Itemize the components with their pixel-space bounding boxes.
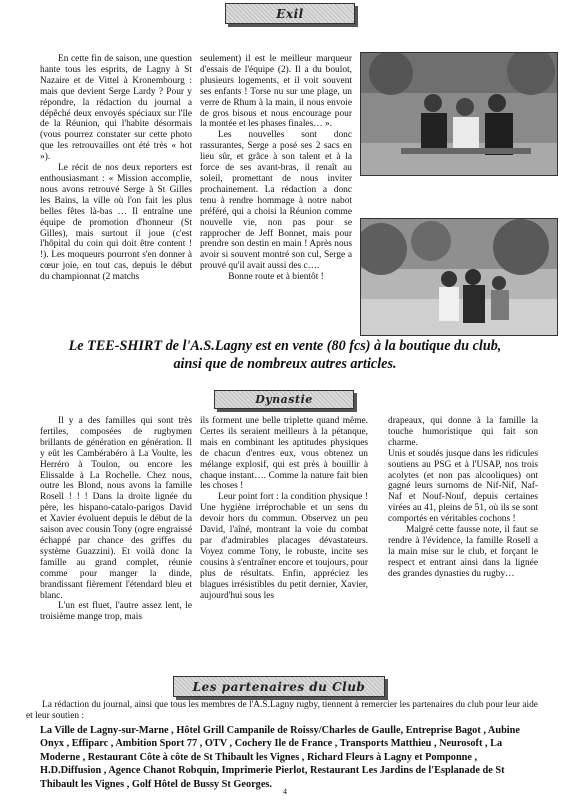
tee-shirt-ad-line-2: ainsi que de nombreux autres articles. (173, 356, 397, 372)
partenaires-intro: La rédaction du journal, ainsi que tous les membres de l'A.S.Lagny rugby, tiennent à remercier les partenaires du club pour leur aide et leur soutien : (26, 700, 538, 721)
dynastie-paragraph: Unis et soudés jusque dans les ridicules soutiens au PSG et à l'USAP, nos trois acolytes (et non pas alcooliques) ont gagné leurs surnoms de Nif-Nif, Naf-Naf et Nouf-Nouf, depuis certaines virées au 41, pleins de 51, où ils se sont comportés en véritables cochons ! (388, 448, 538, 525)
tee-shirt-ad-line-1: Le TEE-SHIRT de l'A.S.Lagny est en vente (80 fcs) à la boutique du club, (68, 338, 502, 354)
dynastie-paragraph: Leur point fort : la condition physique ! Une hygiène irréprochable et un sens du devoir hors du commun. Observez un peu David, l'aîné, montrant la voie du combat par d'admirables placages dévastateurs. Voyez comme Tony, le robuste, incite ses cousins à s'entraîner encore et toujours, pour plus de résultats. Enfin, appréciez les blagues irrésistibles du petit dernier, Xavier, aujourd'hui sous les (200, 492, 368, 601)
reunion-beach-photo (360, 52, 558, 176)
partenaires-list: La Ville de Lagny-sur-Marne , Hôtel Grill Campanile de Roissy/Charles de Gaulle, Entreprise Bagot , Aubine Onyx , Effiparc , Ambition Sport 77 , OTV , Cochery Ile de France , Transports Matthieu , Neurosoft , La Moderne , Restaurant Côte à côte de St Thibault les Vignes , Richard Fleurs à Lagny et Pomponne , H.D.Diffusion , Agence Chanot Robquin, Imprimerie Pierlot, Restaurant Les Jardins de l'Esplanade de St Thibault les Vignes , Golf Hôtel de Bussy St Georges. (40, 725, 520, 790)
exil-column-1 (40, 54, 192, 304)
partenaires-banner (173, 676, 385, 697)
exil-paragraph: En cette fin de saison, une question hante tous les esprits, de Lagny à St Nazaire et de Vittel à Kronembourg : mais que devient Serge Lardy ? Pour y répondre, la rédaction du journal a dépêché deux envoyés spéciaux sur l'île de la Réunion, qui l'habite désormais (vous pourrez constater sur cette photo que les retrouvailles ont été très « hot »). (40, 54, 192, 163)
exil-paragraph: Le récit de nos deux reporters est enthousiasmant : « Mission accomplie, nous avons retrouvé Serge à St Gilles les Bains, la ville où l'on fait les plus belles fêtes là-bas … Il entraîne une équipe de promotion d'honneur (St Gilles), mais surtout il joue (c'est l'hôpital du coin qui doit être content ! !). Les moqueurs pourront s'en donner à cœur joie, en tout cas, depuis le début du championnat (2 matchs (40, 163, 192, 283)
exil-paragraph: seulement) il est le meilleur marqueur d'essais de l'équipe (2). Il a du boulot, plusieurs logements, et il voit souvent ses enfants ! Torse nu sur une plage, un verre de Rhum à la main, il nous envoie de gros bisous et nous encourage pour la montée et les phases finales… ». (200, 54, 352, 130)
reunion-street-photo (360, 218, 558, 336)
exil-closing: Bonne route et à bientôt ! (228, 272, 324, 283)
exil-paragraph: Les nouvelles sont donc rassurantes, Serge a posé ses 2 sacs en lieu sûr, et grâce à son talent et à la force de ses avant-bras, il renaît au soleil, promettant de nous inviter prochainement. La rédaction a donc tenu à rendre hommage à notre nabot préféré, qui a choisi la Réunion comme nouvelle vie, non pas pour se rapprocher de Jeff Bonnet, mais pour prendre son destin en main ! Après nous avoir si souvent montré son cul, Serge a prouvé qu'il avait aussi des c…. (200, 130, 352, 272)
page-number: 4 (283, 787, 287, 796)
dynastie-title: Dynastie (255, 393, 313, 406)
dynastie-paragraph: Malgré cette fausse note, il faut se rendre à l'évidence, la famille Rosell a la main mise sur le club, et forçant le respect et entrant ainsi dans la lignée des grandes dynasties du rugby… (388, 525, 538, 579)
dynastie-paragraph: Il y a des familles qui sont très fertiles, composées de rugbymen brillants de génération en génération. Il y eût les Cambérabéro à La Voulte, les Herréro à Toulon, ou encore les Elissalde à La Rochelle. Chez nous, outre les Blond, nous avons la famille Rosell ! ! ! Dans la droite lignée du père, les hispano-catalo-parigos David et Xavier évoluent depuis le début de la saison avec cousin Tony (ogre engraissé échappé par chance des griffes du système Guazzini). Et voilà donc la famille au grand complet, réunie comme pour manger la dinde, brandissant fièrement l'étendard bleu et blanc. (40, 416, 192, 601)
exil-column-2 (200, 54, 352, 324)
dynastie-column-3 (388, 416, 538, 636)
partenaires-title: Les partenaires du Club (192, 679, 366, 694)
dynastie-column-1 (40, 416, 192, 676)
dynastie-banner (214, 390, 354, 409)
dynastie-column-2 (200, 416, 368, 676)
exil-title: Exil (276, 6, 304, 21)
dynastie-paragraph: L'un est fluet, l'autre assez lent, le troisième mange trop, mais (40, 601, 192, 623)
exil-banner (225, 3, 355, 24)
dynastie-paragraph: drapeaux, qui donne à la famille la touche humoristique qui fait son charme. (388, 416, 538, 448)
dynastie-paragraph: ils forment une belle triplette quand même. Certes ils seraient meilleurs à la pétanque, mais en combinant les aptitudes physiques de chacun d'entres eux, vous obtenez un mélange explosif, qui est près à bouillir à chaque instant…. Comme la nature fait bien les choses ! (200, 416, 368, 492)
